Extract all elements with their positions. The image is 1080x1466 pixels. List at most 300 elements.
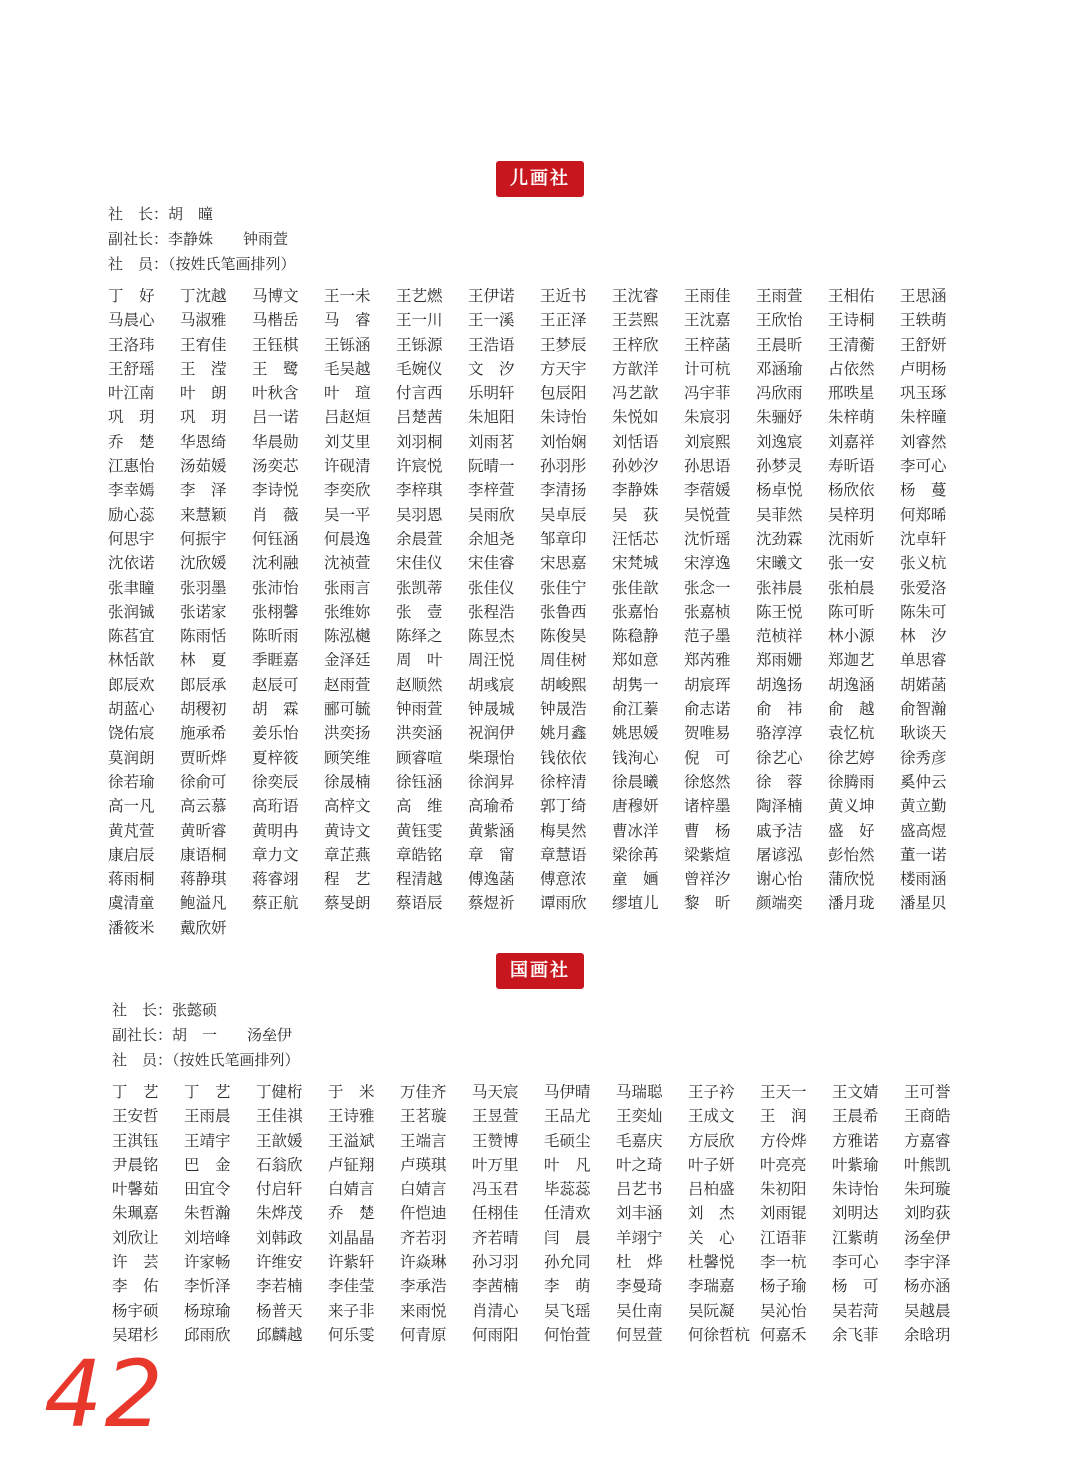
member-name: 朱哲瀚 [184,1204,231,1223]
member-name: 余飞菲 [832,1325,879,1344]
member-name: 刘宸熙 [684,432,731,451]
member-name: 张柏晨 [828,578,875,597]
member-name: 蔡煜祈 [468,894,515,913]
member-name: 张念一 [684,578,731,597]
member-name: 郎辰欢 [108,675,155,694]
member-name: 邱雨欣 [184,1325,231,1344]
member-name: 王思涵 [900,287,947,305]
member-name: 叶江南 [108,384,155,403]
member-name: 徐梓清 [540,772,587,791]
member-name: 李若楠 [256,1277,303,1296]
member-name: 胡峻熙 [540,675,587,694]
member-name: 孙妙汐 [612,457,659,476]
member-name: 叶 凡 [544,1155,591,1174]
member-name: 张爱洛 [900,578,947,597]
member-name: 付启轩 [256,1180,303,1199]
member-name: 谢心怡 [756,870,803,889]
member-name: 王伊诺 [468,287,515,305]
member-name: 何郑晞 [900,505,947,524]
president-line [112,998,217,1022]
member-name: 章慧语 [540,845,587,864]
member-name: 王洛玮 [108,335,155,354]
member-name: 王艺燃 [396,287,443,305]
member-name: 傅逸菡 [468,870,515,889]
member-name: 施承希 [180,724,227,743]
member-name: 吴仕南 [616,1301,663,1320]
member-name: 毛硕尘 [544,1131,591,1150]
member-name: 朱梓萌 [828,408,875,427]
member-name: 阮晴一 [468,457,515,476]
member-name: 章芷燕 [324,845,371,864]
member-name: 陈稳静 [612,627,659,646]
member-name: 刘 杰 [688,1204,735,1223]
member-name: 赵辰可 [252,675,299,694]
member-name: 王晨昕 [756,335,803,354]
member-name: 吴珺杉 [112,1325,159,1344]
member-name: 方辰欣 [688,1131,735,1150]
member-name: 李茜楠 [472,1277,519,1296]
member-name: 朱旭阳 [468,408,515,427]
member-name: 叶秋含 [252,384,299,403]
member-name: 诸梓墨 [684,797,731,816]
member-name: 徐钰涵 [396,772,443,791]
member-name: 李宇泽 [904,1253,951,1272]
member-name: 叶万里 [472,1155,519,1174]
member-name: 姚思媛 [612,724,659,743]
member-name: 王浩语 [468,335,515,354]
member-name: 石翁欣 [256,1155,303,1174]
member-name: 王端言 [400,1131,447,1150]
member-name: 俞 祎 [756,700,803,719]
member-name: 徐 蓉 [756,772,803,791]
member-name: 孙习羽 [472,1253,519,1272]
member-name: 钱洵心 [612,748,659,767]
member-name: 黄义坤 [828,797,875,816]
member-name: 李梓琪 [396,481,443,500]
member-name: 黄明冉 [252,821,299,840]
member-name: 戚予洁 [756,821,803,840]
member-name: 江语菲 [760,1228,807,1247]
member-name: 李可心 [832,1253,879,1272]
member-name: 吕柏盛 [688,1180,735,1199]
member-name: 徐俞可 [180,772,227,791]
member-name: 许焱琳 [400,1253,447,1272]
member-name: 杜馨悦 [688,1253,735,1272]
member-name: 李幸嫣 [108,481,155,500]
member-name: 马 睿 [324,311,371,330]
member-name: 傅意浓 [540,870,587,889]
member-name: 王晨希 [832,1107,879,1126]
member-name: 陈雨恬 [180,627,227,646]
member-name: 张沛怡 [252,578,299,597]
section-title-badge: 国画社 [496,953,584,989]
member-name: 叶熊凯 [904,1155,951,1174]
member-name: 周 叶 [396,651,443,670]
member-name: 沈依诺 [108,554,155,573]
member-name: 任清欢 [544,1204,591,1223]
member-name: 黄芃萱 [108,821,155,840]
member-name: 丁 艺 [112,1083,159,1101]
member-name: 程清越 [396,870,443,889]
member-name: 王安哲 [112,1107,159,1126]
member-name: 吕一诺 [252,408,299,427]
members-line [112,1048,300,1072]
member-name: 胡彧宸 [468,675,515,694]
member-name: 刘逸宸 [756,432,803,451]
member-name: 张聿瞳 [108,578,155,597]
member-name: 朱珂璇 [904,1180,951,1199]
member-name: 刘嘉祥 [828,432,875,451]
member-name: 祝润伊 [468,724,515,743]
member-name: 毛吴越 [324,359,371,378]
member-name: 陈朱可 [900,602,947,621]
member-name: 张凯蒂 [396,578,443,597]
president-label: 社 长： [112,1001,173,1019]
member-name: 章皓铭 [396,845,443,864]
member-name: 王欣怡 [756,311,803,330]
member-name: 何钰涵 [252,529,299,548]
member-name: 刘昀荻 [904,1204,951,1223]
member-name: 黄立勤 [900,797,947,816]
member-name: 王轶萌 [900,311,947,330]
member-name: 马瑞聪 [616,1083,663,1101]
member-name: 林 汐 [900,627,947,646]
member-name: 王 润 [760,1107,807,1126]
member-name: 吴若菏 [832,1301,879,1320]
member-name: 汤茹媛 [180,457,227,476]
member-name: 何雨阳 [472,1325,519,1344]
member-name: 曹冰洋 [612,821,659,840]
member-name: 王 鹭 [252,359,299,378]
member-name: 叶亮亮 [760,1155,807,1174]
member-name: 吴卓辰 [540,505,587,524]
member-name: 王铄涵 [324,335,371,354]
member-grid [108,284,972,940]
member-name: 李 泽 [180,481,227,500]
member-name: 朱宸羽 [684,408,731,427]
member-name: 白婧言 [328,1180,375,1199]
member-name: 贾昕烨 [180,748,227,767]
member-name: 吕赵烜 [324,408,371,427]
member-name: 沈劲霖 [756,529,803,548]
member-name: 陈泓樾 [324,627,371,646]
section-1-header [0,161,1080,197]
member-name: 钟晟浩 [540,700,587,719]
member-name: 吴雨欣 [468,505,515,524]
member-name: 叶子妍 [688,1155,735,1174]
member-name: 单思睿 [900,651,947,670]
member-name: 林恬歆 [108,651,155,670]
member-name: 刘培峰 [184,1228,231,1247]
member-name: 齐若羽 [400,1228,447,1247]
member-name: 董一诺 [900,845,947,864]
member-name: 沈卓轩 [900,529,947,548]
member-name: 孙梦灵 [756,457,803,476]
member-name: 巩 玥 [180,408,227,427]
member-name: 刘睿然 [900,432,947,451]
member-name: 徐晟楠 [324,772,371,791]
member-name: 杨宇硕 [112,1301,159,1320]
member-name: 俞智瀚 [900,700,947,719]
member-name: 蒲欣悦 [828,870,875,889]
member-name: 方雅诺 [832,1131,879,1150]
member-name: 孙羽彤 [540,457,587,476]
member-name: 彭怡然 [828,845,875,864]
member-name: 许家畅 [184,1253,231,1272]
member-name: 王昱萱 [472,1107,519,1126]
member-name: 冯艺歆 [612,384,659,403]
member-name: 张 壹 [396,602,443,621]
member-name: 杨亦涵 [904,1277,951,1296]
member-name: 缪埴儿 [612,894,659,913]
member-name: 陈王悦 [756,602,803,621]
member-name: 许砚清 [324,457,371,476]
member-name: 刘恬语 [612,432,659,451]
member-name: 杨 蔓 [900,481,947,500]
member-name: 汤垒伊 [904,1228,951,1247]
member-name: 宋淳逸 [684,554,731,573]
member-name: 王钰棋 [252,335,299,354]
member-name: 郑雨姗 [756,651,803,670]
member-name: 李奕欣 [324,481,371,500]
member-name: 潘星贝 [900,894,947,913]
member-name: 何怡萱 [544,1325,591,1344]
member-name: 徐悠然 [684,772,731,791]
member-name: 杨子瑜 [760,1277,807,1296]
member-name: 张祎晨 [756,578,803,597]
member-name: 刘欣让 [112,1228,159,1247]
member-name: 蒋静琪 [180,870,227,889]
member-name: 何嘉禾 [760,1325,807,1344]
member-name: 林 夏 [180,651,227,670]
president-label: 社 长： [108,205,169,223]
member-name: 徐秀彦 [900,748,947,767]
member-name: 沈欣媛 [180,554,227,573]
member-name: 王子衿 [688,1083,735,1101]
member-name: 宋曦文 [756,554,803,573]
member-name: 吴沁怡 [760,1301,807,1320]
member-name: 梅昊然 [540,821,587,840]
member-name: 童 婳 [612,870,659,889]
member-name: 陶泽楠 [756,797,803,816]
member-name: 计可杭 [684,359,731,378]
member-name: 屠谚泓 [756,845,803,864]
member-name: 尹晨铭 [112,1155,159,1174]
member-name: 叶 瑄 [324,384,371,403]
member-name: 宋思嘉 [540,554,587,573]
vice-president-line [108,227,288,251]
member-name: 何青原 [400,1325,447,1344]
member-name: 沈忻瑶 [684,529,731,548]
member-name: 张羽墨 [180,578,227,597]
member-name: 程 艺 [324,870,371,889]
member-name: 乔 楚 [108,432,155,451]
member-name: 关 心 [688,1228,735,1247]
president-name: 胡 曈 [168,205,214,223]
member-name: 王茗璇 [400,1107,447,1126]
member-name: 洪奕涵 [396,724,443,743]
vice-president-names: 胡 一 汤垒伊 [172,1026,293,1044]
member-name: 刘明达 [832,1204,879,1223]
member-name: 陈萏宜 [108,627,155,646]
member-name: 胡婼菡 [900,675,947,694]
member-name: 李静姝 [612,481,659,500]
member-name: 高云慕 [180,797,227,816]
vice-president-label: 副社长： [112,1026,173,1044]
member-name: 孙思语 [684,457,731,476]
member-name: 张佳宁 [540,578,587,597]
member-name: 胡逸扬 [756,675,803,694]
member-name: 王佳祺 [256,1107,303,1126]
member-name: 赵雨萱 [324,675,371,694]
member-name: 徐若瑜 [108,772,155,791]
member-name: 吴飞瑶 [544,1301,591,1320]
member-name: 文 汐 [468,359,515,378]
member-name: 胡隽一 [612,675,659,694]
member-name: 高珩语 [252,797,299,816]
member-name: 王诗雅 [328,1107,375,1126]
member-name: 徐奕辰 [252,772,299,791]
member-name: 丁沈越 [180,287,227,305]
member-name: 许维安 [256,1253,303,1272]
member-name: 张雨言 [324,578,371,597]
member-name: 王 滢 [180,359,227,378]
member-name: 吴梓玥 [828,505,875,524]
member-name: 邓涵瑜 [756,359,803,378]
member-name: 毛婉仪 [396,359,443,378]
member-name: 王沈睿 [612,287,659,305]
member-name: 朱骊妤 [756,408,803,427]
member-name: 吕楚茜 [396,408,443,427]
member-name: 宋佳睿 [468,554,515,573]
member-name: 来慧颖 [180,505,227,524]
member-name: 朱梓曈 [900,408,947,427]
member-name: 汪恬芯 [612,529,659,548]
member-name: 闫 晨 [544,1228,591,1247]
member-name: 饶佑宸 [108,724,155,743]
member-name: 何昱萱 [616,1325,663,1344]
member-name: 余旭尧 [468,529,515,548]
member-name: 王舒瑶 [108,359,155,378]
member-name: 毕蕊蕊 [544,1180,591,1199]
member-name: 李瑞嘉 [688,1277,735,1296]
member-name: 郎辰承 [180,675,227,694]
member-name: 田宜令 [184,1180,231,1199]
member-name: 寿昕语 [828,457,875,476]
member-name: 张义杭 [900,554,947,573]
member-name: 方伶烨 [760,1131,807,1150]
member-name: 马伊晴 [544,1083,591,1101]
member-name: 李一杭 [760,1253,807,1272]
member-name: 朱诗怡 [540,408,587,427]
member-name: 毛嘉庆 [616,1131,663,1150]
member-name: 何乐雯 [328,1325,375,1344]
member-name: 万佳齐 [400,1083,447,1101]
member-name: 宋梵城 [612,554,659,573]
member-name: 盛高煜 [900,821,947,840]
member-name: 盛 好 [828,821,875,840]
member-name: 王天一 [760,1083,807,1101]
member-name: 唐穆妍 [612,797,659,816]
member-name: 王成文 [688,1107,735,1126]
member-name: 徐腾雨 [828,772,875,791]
member-name: 黄钰雯 [396,821,443,840]
member-name: 齐若晴 [472,1228,519,1247]
member-name: 胡宸珲 [684,675,731,694]
member-name: 黄昕睿 [180,821,227,840]
member-name: 吴菲然 [756,505,803,524]
member-name: 朱诗怡 [832,1180,879,1199]
member-name: 李曼琦 [616,1277,663,1296]
member-name: 叶 朗 [180,384,227,403]
member-name: 高梓文 [324,797,371,816]
member-name: 吴越晨 [904,1301,951,1320]
member-name: 沈雨妡 [828,529,875,548]
member-name: 孙允同 [544,1253,591,1272]
member-name: 李忻泽 [184,1277,231,1296]
member-name: 胡稷初 [180,700,227,719]
member-name: 王梦辰 [540,335,587,354]
member-name: 马淑雅 [180,311,227,330]
member-name: 江惠怡 [108,457,155,476]
member-name: 宋佳仪 [396,554,443,573]
member-name: 王靖宇 [184,1131,231,1150]
member-name: 沈祯萱 [324,554,371,573]
member-name: 黎 昕 [684,894,731,913]
member-name: 仵恺迪 [400,1204,447,1223]
member-name: 包辰阳 [540,384,587,403]
member-name: 洪奕扬 [324,724,371,743]
member-name: 周汪悦 [468,651,515,670]
member-name: 丁健桁 [256,1083,303,1101]
member-name: 张维妳 [324,602,371,621]
member-name: 顾睿喧 [396,748,443,767]
member-name: 刘怡娴 [540,432,587,451]
member-name: 马天宸 [472,1083,519,1101]
member-name: 张嘉怡 [612,602,659,621]
member-name: 蔡旻朗 [324,894,371,913]
member-name: 梁紫煊 [684,845,731,864]
member-name: 张程浩 [468,602,515,621]
member-name: 何振宇 [180,529,227,548]
member-name: 刘韩政 [256,1228,303,1247]
member-name: 叶紫瑜 [832,1155,879,1174]
member-name: 王赞博 [472,1131,519,1150]
member-name: 王宥佳 [180,335,227,354]
member-name: 王舒妍 [900,335,947,354]
member-name: 许宸悦 [396,457,443,476]
member-name: 吕艺书 [616,1180,663,1199]
member-name: 赵顺然 [396,675,443,694]
member-name: 康语桐 [180,845,227,864]
members-line [108,252,296,276]
member-name: 耿谈天 [900,724,947,743]
member-name: 蔡正航 [252,894,299,913]
member-name: 吴阮凝 [688,1301,735,1320]
member-name: 邱麟越 [256,1325,303,1344]
member-name: 胡 霖 [252,700,299,719]
member-name: 潘筱米 [108,918,155,937]
president-line [108,202,213,226]
member-name: 王一未 [324,287,371,305]
member-name: 吴悦萱 [684,505,731,524]
member-name: 朱烨茂 [256,1204,303,1223]
member-name: 钟晟城 [468,700,515,719]
member-name: 顾笑维 [324,748,371,767]
member-name: 王梓欣 [612,335,659,354]
member-name: 王芸熙 [612,311,659,330]
member-name: 李清扬 [540,481,587,500]
